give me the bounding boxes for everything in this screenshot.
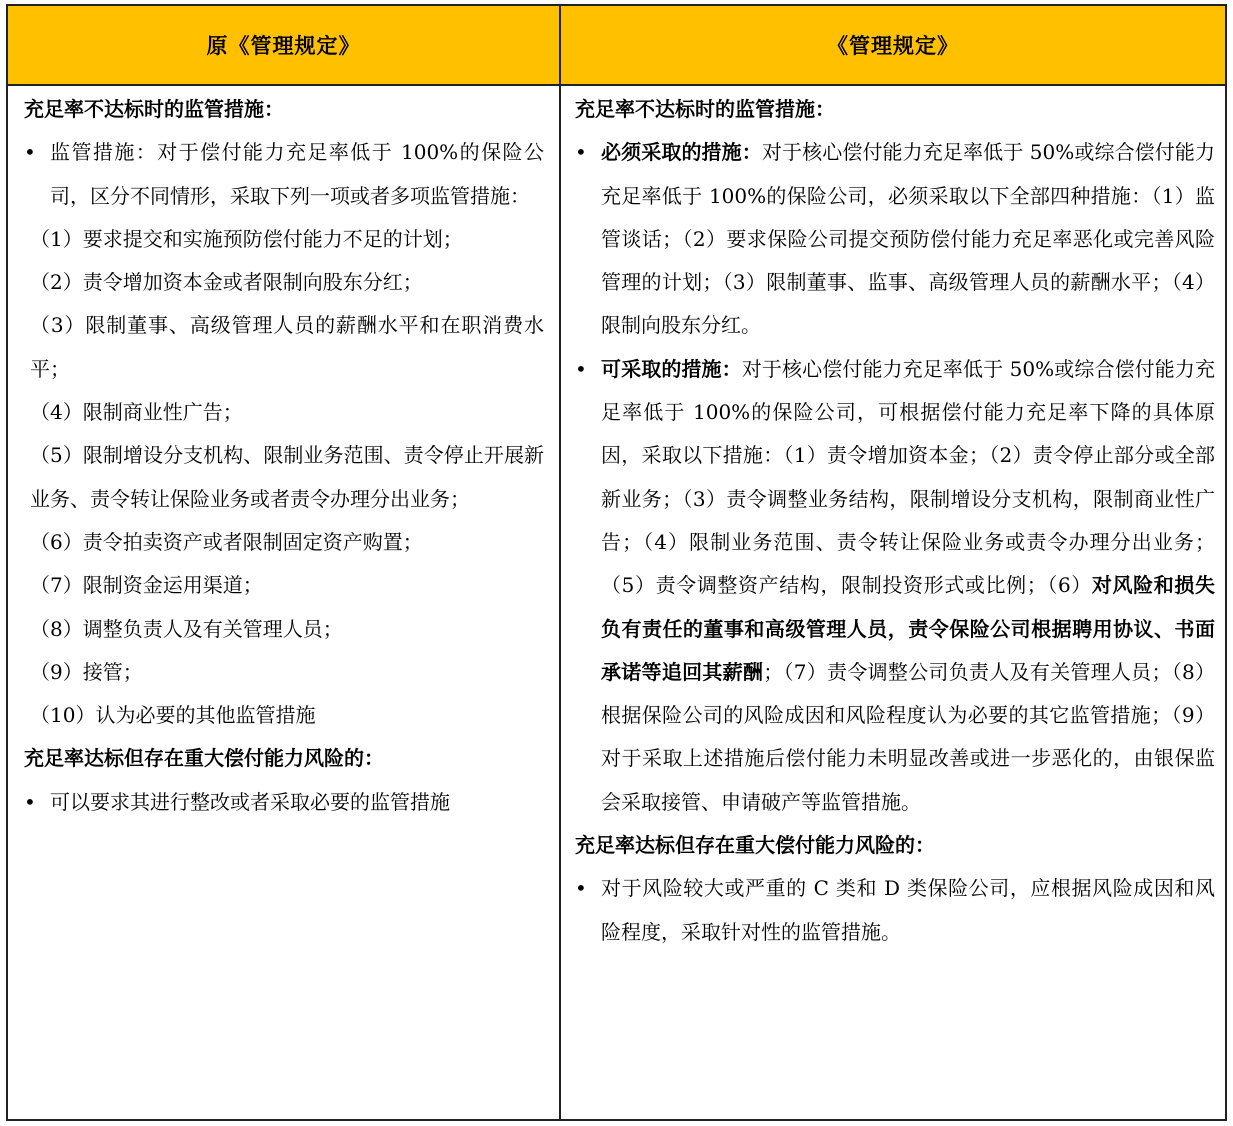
header-right-new-rules: 《管理规定》: [827, 33, 959, 58]
left-item-6: （6）责令拍卖资产或者限制固定资产购置；: [30, 529, 423, 554]
bullet-dot: •: [24, 789, 36, 814]
bullet-dot: •: [575, 140, 587, 165]
left-column: [24, 88, 544, 824]
left-item-2: （2）责令增加资本金或者限制向股东分红；: [30, 270, 423, 295]
comparison-table: [6, 4, 1227, 1121]
right-column: [575, 88, 1215, 954]
mandatory-measures-label: 必须采取的措施：: [601, 140, 762, 165]
left-bullet-2: [24, 781, 544, 824]
left-item-1: （1）要求提交和实施预防偿付能力不足的计划；: [30, 226, 463, 251]
right-bullet-3-text: 对于风险较大或严重的 C 类和 D 类保险公司，应根据风险成因和风险程度，采取针对性的监管措施。: [601, 876, 1215, 944]
left-bullet-1: [24, 131, 544, 218]
header-left-original-rules: 原《管理规定》: [206, 33, 361, 58]
mandatory-measures-text: 对于核心偿付能力充足率低于 50%或综合偿付能力充足率低于 100%的保险公司，必须采取以下全部四种措施：（1）监管谈话；（2）要求保险公司提交预防偿付能力充足率恶化或完善风险管理的计划；（3）限制董事、监事、高级管理人员的薪酬水平；（4）限制向股东分红。: [601, 140, 1216, 338]
right-bullet-mandatory: [575, 131, 1215, 347]
left-item-10: （10）认为必要的其他监管措施: [30, 703, 316, 728]
optional-measures-bold-clause: 对风险和损失负有责任的董事和高级管理人员，责令保险公司根据聘用协议、书面承诺等追回其薪酬: [601, 573, 1215, 684]
right-bullet-3: [575, 867, 1215, 954]
left-bullet-2-text: 可以要求其进行整改或者采取必要的监管措施: [50, 789, 450, 814]
right-section2-title: 充足率达标但存在重大偿付能力风险的：: [575, 833, 935, 858]
left-section1-title: 充足率不达标时的监管措施：: [24, 97, 284, 121]
optional-measures-text-2: ；（7）责令调整公司负责人及有关管理人员；（8）根据保险公司的风险成因和风险程度认为必要的其它监管措施；（9）对于采取上述措施后偿付能力未明显改善或进一步恶化的，由银保监会采取接管、申请破产等监管措施。: [601, 659, 1216, 814]
bullet-dot: •: [575, 876, 587, 901]
right-section1-title: 充足率不达标时的监管措施：: [575, 97, 835, 121]
optional-measures-text-1: 对于核心偿付能力充足率低于 50%或综合偿付能力充足率低于 100%的保险公司，可根据偿付能力充足率下降的具体原因，采取以下措施：（1）责令增加资本金；（2）责令停止部分或全部新业务；（3）责令调整业务结构，限制增设分支机构，限制商业性广告；（4）限制业务范围、责令转让保险业务或责令办理分出业务；（5）责令调整资产结构，限制投资形式或比例；（6）: [601, 356, 1216, 598]
left-item-5: （5）限制增设分支机构、限制业务范围、责令停止开展新业务、责令转让保险业务或者责令办理分出业务；: [30, 443, 544, 511]
optional-measures-label: 可采取的措施：: [601, 356, 742, 381]
column-divider: [559, 6, 561, 1119]
left-bullet-1-text: 监管措施：对于偿付能力充足率低于 100%的保险公司，区分不同情形，采取下列一项或者多项监管措施：: [50, 140, 544, 208]
left-item-4: （4）限制商业性广告；: [30, 400, 243, 425]
bullet-dot: •: [575, 356, 587, 381]
left-item-3: （3）限制董事、高级管理人员的薪酬水平和在职消费水平；: [30, 313, 544, 381]
bullet-dot: •: [24, 140, 36, 165]
left-item-8: （8）调整负责人及有关管理人员；: [30, 616, 343, 641]
left-item-9: （9）接管；: [30, 659, 143, 684]
right-bullet-optional: [575, 348, 1215, 824]
table-header-row: [8, 6, 1225, 86]
left-item-7: （7）限制资金运用渠道；: [30, 573, 263, 598]
left-section2-title: 充足率达标但存在重大偿付能力风险的：: [24, 746, 384, 771]
